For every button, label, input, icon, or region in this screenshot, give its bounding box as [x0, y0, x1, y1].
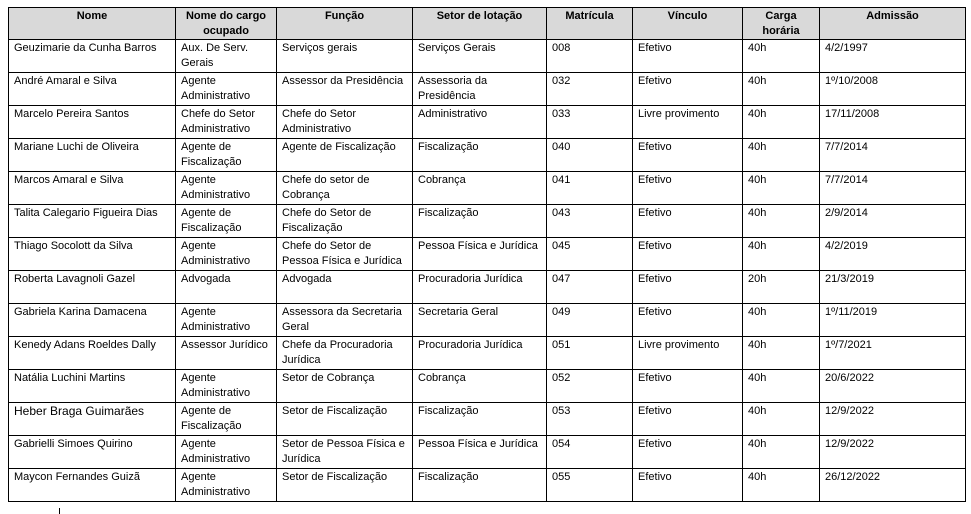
cell-matricula: 040: [547, 139, 633, 172]
cell-carga: 40h: [743, 73, 820, 106]
table-row: [9, 172, 966, 205]
cell-setor: Procuradoria Jurídica: [413, 337, 547, 370]
cell-funcao: Setor de Cobrança: [277, 370, 413, 403]
table-row: [9, 304, 966, 337]
cell-setor: Secretaria Geral: [413, 304, 547, 337]
cell-cargo: Agente de Fiscalização: [176, 139, 277, 172]
cell-carga: 40h: [743, 40, 820, 73]
page-marker: [59, 508, 60, 514]
table-row: [9, 139, 966, 172]
header-admissao: Admissão: [820, 8, 966, 40]
cell-cargo: Agente Administrativo: [176, 172, 277, 205]
cell-admissao: 7/7/2014: [820, 139, 966, 172]
cell-carga: 40h: [743, 106, 820, 139]
cell-vinculo: Efetivo: [633, 436, 743, 469]
cell-cargo: Agente de Fiscalização: [176, 403, 277, 436]
cell-setor: Fiscalização: [413, 139, 547, 172]
cell-cargo: Agente Administrativo: [176, 370, 277, 403]
cell-carga: 40h: [743, 205, 820, 238]
cell-nome: Marcos Amaral e Silva: [9, 172, 176, 205]
cell-matricula: 052: [547, 370, 633, 403]
cell-admissao: 1º/7/2021: [820, 337, 966, 370]
cell-funcao: Chefe do Setor de Pessoa Física e Jurídica: [277, 238, 413, 271]
cell-carga: 40h: [743, 139, 820, 172]
header-nome: Nome: [9, 8, 176, 40]
table-row: [9, 403, 966, 436]
table-row: [9, 337, 966, 370]
table-row: [9, 436, 966, 469]
cell-funcao: Chefe do setor de Cobrança: [277, 172, 413, 205]
cell-funcao: Setor de Fiscalização: [277, 403, 413, 436]
cell-cargo: Agente de Fiscalização: [176, 205, 277, 238]
cell-setor: Serviços Gerais: [413, 40, 547, 73]
cell-vinculo: Efetivo: [633, 304, 743, 337]
cell-cargo: Agente Administrativo: [176, 469, 277, 502]
cell-funcao: Advogada: [277, 271, 413, 304]
cell-nome: Maycon Fernandes Guizã: [9, 469, 176, 502]
cell-matricula: 043: [547, 205, 633, 238]
cell-nome: Natália Luchini Martins: [9, 370, 176, 403]
cell-carga: 40h: [743, 370, 820, 403]
cell-cargo: Assessor Jurídico: [176, 337, 277, 370]
header-matricula: Matrícula: [547, 8, 633, 40]
cell-matricula: 032: [547, 73, 633, 106]
cell-admissao: 1º/11/2019: [820, 304, 966, 337]
cell-funcao: Serviços gerais: [277, 40, 413, 73]
table-row: [9, 205, 966, 238]
cell-funcao: Chefe do Setor de Fiscalização: [277, 205, 413, 238]
cell-vinculo: Livre provimento: [633, 337, 743, 370]
cell-nome: Thiago Socolott da Silva: [9, 238, 176, 271]
cell-funcao: Chefe da Procuradoria Jurídica: [277, 337, 413, 370]
cell-funcao: Setor de Pessoa Física e Jurídica: [277, 436, 413, 469]
cell-setor: Cobrança: [413, 370, 547, 403]
cell-admissao: 12/9/2022: [820, 403, 966, 436]
cell-funcao: Setor de Fiscalização: [277, 469, 413, 502]
cell-vinculo: Efetivo: [633, 205, 743, 238]
cell-vinculo: Efetivo: [633, 403, 743, 436]
cell-cargo: Aux. De Serv. Gerais: [176, 40, 277, 73]
table-row: [9, 40, 966, 73]
cell-setor: Fiscalização: [413, 205, 547, 238]
header-row: [9, 8, 966, 40]
cell-nome: Gabrielli Simoes Quirino: [9, 436, 176, 469]
cell-setor: Pessoa Física e Jurídica: [413, 436, 547, 469]
cell-cargo: Chefe do Setor Administrativo: [176, 106, 277, 139]
cell-matricula: 054: [547, 436, 633, 469]
cell-vinculo: Efetivo: [633, 469, 743, 502]
header-cargo: Nome do cargo ocupado: [176, 8, 277, 40]
cell-admissao: 21/3/2019: [820, 271, 966, 304]
cell-nome: Geuzimarie da Cunha Barros: [9, 40, 176, 73]
cell-matricula: 047: [547, 271, 633, 304]
cell-nome: Gabriela Karina Damacena: [9, 304, 176, 337]
cell-vinculo: Efetivo: [633, 172, 743, 205]
cell-matricula: 055: [547, 469, 633, 502]
cell-vinculo: Efetivo: [633, 370, 743, 403]
cell-cargo: Agente Administrativo: [176, 73, 277, 106]
cell-admissao: 20/6/2022: [820, 370, 966, 403]
header-funcao: Função: [277, 8, 413, 40]
table-row: [9, 73, 966, 106]
cell-vinculo: Efetivo: [633, 73, 743, 106]
cell-funcao: Assessora da Secretaria Geral: [277, 304, 413, 337]
cell-matricula: 051: [547, 337, 633, 370]
cell-cargo: Agente Administrativo: [176, 238, 277, 271]
cell-setor: Cobrança: [413, 172, 547, 205]
cell-carga: 40h: [743, 172, 820, 205]
header-vinculo: Vínculo: [633, 8, 743, 40]
cell-matricula: 033: [547, 106, 633, 139]
cell-admissao: 7/7/2014: [820, 172, 966, 205]
cell-admissao: 4/2/1997: [820, 40, 966, 73]
cell-matricula: 049: [547, 304, 633, 337]
cell-nome: Kenedy Adans Roeldes Dally: [9, 337, 176, 370]
cell-vinculo: Livre provimento: [633, 106, 743, 139]
cell-admissao: 1º/10/2008: [820, 73, 966, 106]
cell-admissao: 17/11/2008: [820, 106, 966, 139]
cell-nome: Mariane Luchi de Oliveira: [9, 139, 176, 172]
cell-carga: 20h: [743, 271, 820, 304]
cell-funcao: Chefe do Setor Administrativo: [277, 106, 413, 139]
table-row: [9, 370, 966, 403]
cell-setor: Assessoria da Presidência: [413, 73, 547, 106]
cell-cargo: Agente Administrativo: [176, 304, 277, 337]
cell-admissao: 26/12/2022: [820, 469, 966, 502]
cell-matricula: 041: [547, 172, 633, 205]
table-row: [9, 106, 966, 139]
cell-funcao: Assessor da Presidência: [277, 73, 413, 106]
cell-admissao: 2/9/2014: [820, 205, 966, 238]
cell-carga: 40h: [743, 469, 820, 502]
cell-vinculo: Efetivo: [633, 238, 743, 271]
cell-funcao: Agente de Fiscalização: [277, 139, 413, 172]
cell-nome: André Amaral e Silva: [9, 73, 176, 106]
cell-setor: Administrativo: [413, 106, 547, 139]
cell-setor: Procuradoria Jurídica: [413, 271, 547, 304]
cell-vinculo: Efetivo: [633, 139, 743, 172]
header-setor: Setor de lotação: [413, 8, 547, 40]
table-row: [9, 238, 966, 271]
cell-nome: Heber Braga Guimarães: [9, 403, 176, 436]
cell-vinculo: Efetivo: [633, 40, 743, 73]
cell-setor: Fiscalização: [413, 469, 547, 502]
staff-table: [8, 7, 966, 502]
cell-vinculo: Efetivo: [633, 271, 743, 304]
cell-admissao: 12/9/2022: [820, 436, 966, 469]
cell-setor: Pessoa Física e Jurídica: [413, 238, 547, 271]
header-carga: Carga horária: [743, 8, 820, 40]
cell-admissao: 4/2/2019: [820, 238, 966, 271]
cell-carga: 40h: [743, 403, 820, 436]
cell-nome: Roberta Lavagnoli Gazel: [9, 271, 176, 304]
table-row: [9, 271, 966, 304]
cell-nome: Talita Calegario Figueira Dias: [9, 205, 176, 238]
cell-carga: 40h: [743, 436, 820, 469]
cell-cargo: Agente Administrativo: [176, 436, 277, 469]
cell-nome: Marcelo Pereira Santos: [9, 106, 176, 139]
cell-setor: Fiscalização: [413, 403, 547, 436]
cell-matricula: 045: [547, 238, 633, 271]
cell-carga: 40h: [743, 337, 820, 370]
cell-matricula: 008: [547, 40, 633, 73]
table-row: [9, 469, 966, 502]
cell-carga: 40h: [743, 238, 820, 271]
cell-cargo: Advogada: [176, 271, 277, 304]
cell-carga: 40h: [743, 304, 820, 337]
cell-matricula: 053: [547, 403, 633, 436]
